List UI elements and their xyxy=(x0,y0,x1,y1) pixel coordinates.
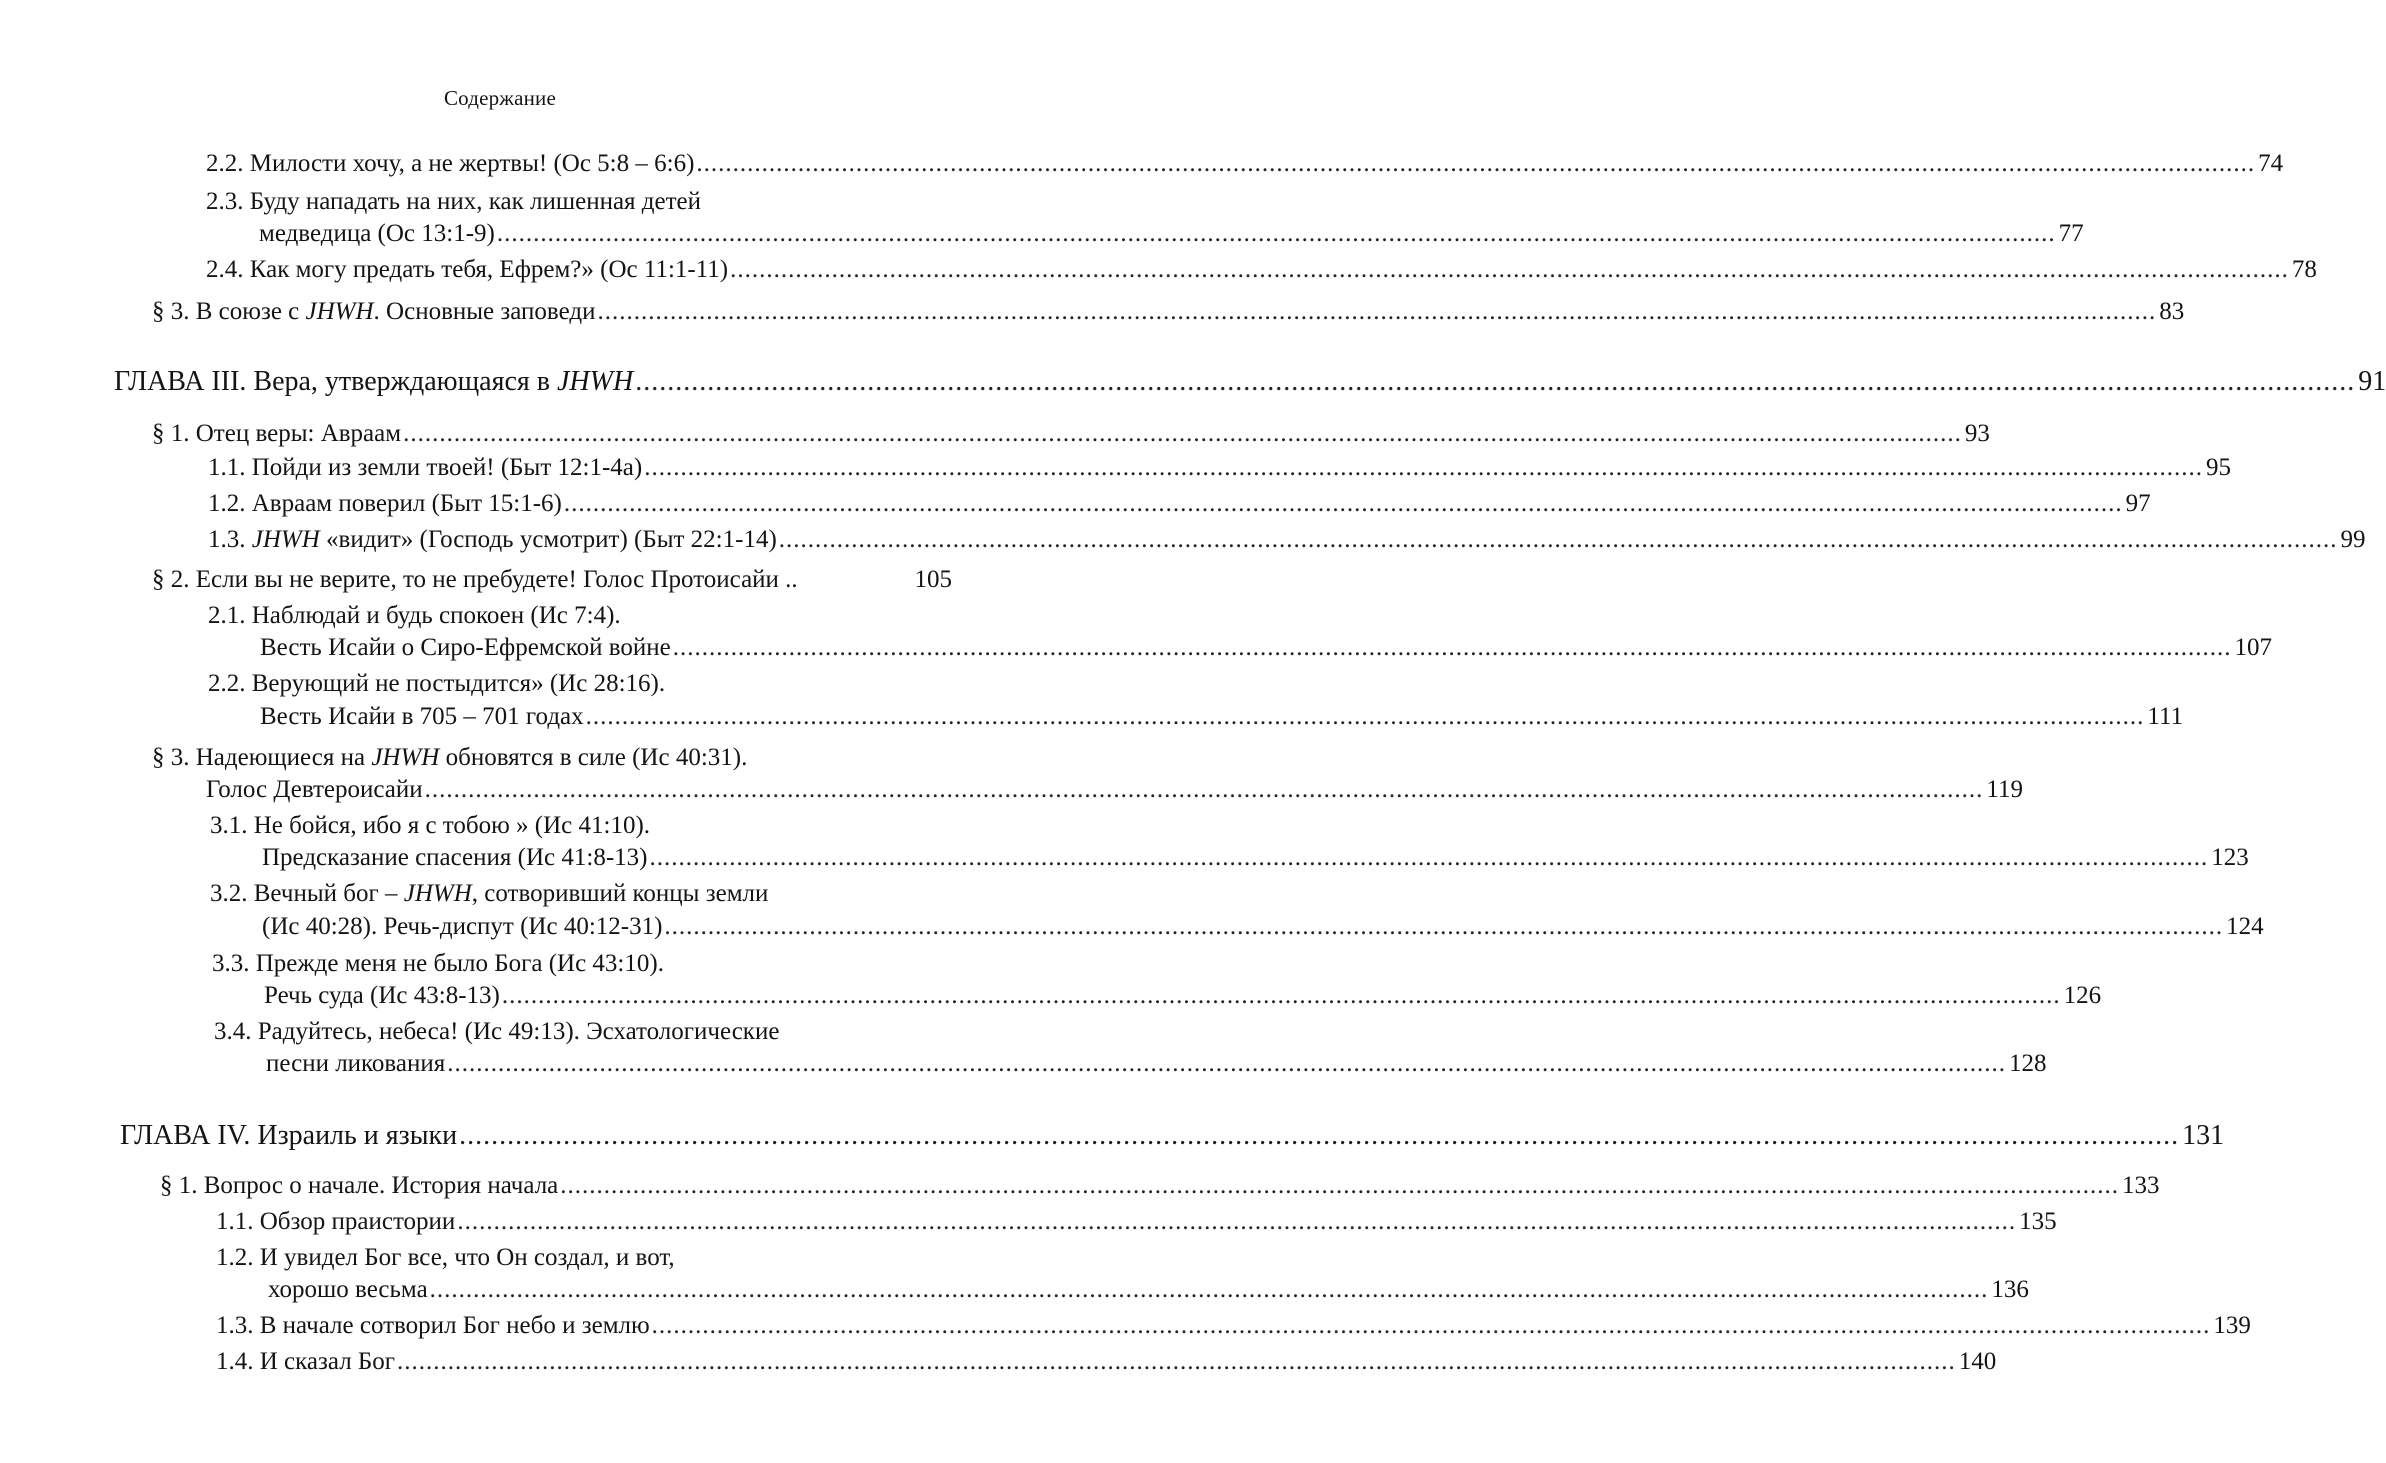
leader-dots xyxy=(430,1274,1989,1306)
toc-entry[interactable] xyxy=(206,254,2317,286)
toc-entry-title: 2.3. Буду нападать на них, как лишенная детей xyxy=(206,188,702,215)
toc-entry-title: Речь суда (Ис 43:8-13) xyxy=(264,982,500,1009)
toc-chapter[interactable] xyxy=(114,366,2386,398)
leader-dots xyxy=(497,218,2056,250)
toc-entry[interactable] xyxy=(208,668,952,700)
toc-entry[interactable] xyxy=(212,948,952,980)
leader-dots xyxy=(564,488,2123,520)
leader-dots xyxy=(586,701,2145,733)
toc-entry-continuation[interactable] xyxy=(266,1048,2047,1080)
toc-entry-title: § 1. Вопрос о начале. История начала xyxy=(160,1172,559,1199)
toc-entry-title: § 2. Если вы не верите, то не пребудете! Голос Протоисайи .. xyxy=(152,566,798,593)
toc-entry-title: § 3. В союзе с JHWH. Основные заповеди xyxy=(152,298,596,325)
leader-dots xyxy=(635,366,2355,398)
toc-page-number: 83 xyxy=(2159,298,2185,325)
toc-section-continuation[interactable] xyxy=(206,774,2023,806)
toc-entry-continuation[interactable] xyxy=(264,980,2102,1012)
toc-entry-title: 1.4. И сказал Бог xyxy=(216,1348,396,1375)
toc-entry-title: § 3. Надеющиеся на JHWH обновятся в силе (Ис 40:31). xyxy=(152,744,748,771)
toc-page-number: 97 xyxy=(2125,490,2151,517)
leader-dots xyxy=(560,1170,2119,1202)
toc-entry-title: 1.1. Пойди из земли твоей! (Быт 12:1-4а) xyxy=(208,454,643,481)
toc-entry-title: Весть Исайи о Сиро-Ефремской войне xyxy=(260,634,671,661)
toc-page-number: 131 xyxy=(2182,1120,2225,1151)
toc-page-number: 136 xyxy=(1991,1276,2029,1303)
running-header: Содержание xyxy=(443,86,557,110)
toc-entry[interactable] xyxy=(208,488,2151,520)
toc-page-number: 95 xyxy=(2205,454,2231,481)
toc-entry[interactable] xyxy=(216,1310,2251,1342)
toc-entry[interactable] xyxy=(206,186,952,218)
leader-dots xyxy=(649,842,2208,874)
leader-dots xyxy=(597,296,2156,328)
toc-entry[interactable] xyxy=(214,1016,952,1048)
toc-page-number: 91 xyxy=(2358,366,2386,397)
leader-dots xyxy=(502,980,2061,1012)
toc-page-number: 128 xyxy=(2009,1050,2047,1077)
toc-entry-title: 1.2. И увидел Бог все, что Он создал, и вот, xyxy=(216,1244,675,1271)
toc-page-number: 105 xyxy=(914,566,952,593)
toc-entry-title: 1.3. В начале сотворил Бог небо и землю xyxy=(216,1312,650,1339)
toc-entry-title: 3.3. Прежде меня не было Бога (Ис 43:10). xyxy=(212,950,664,977)
leader-dots xyxy=(644,452,2203,484)
toc-entry-title: (Ис 40:28). Речь-диспут (Ис 40:12-31) xyxy=(262,913,663,940)
toc-entry-title: 3.4. Радуйтесь, небеса! (Ис 49:13). Эсхатологические xyxy=(214,1018,780,1045)
toc-entry-continuation[interactable] xyxy=(262,842,2249,874)
toc-entry-continuation[interactable] xyxy=(259,218,2084,250)
leader-dots xyxy=(425,774,1984,806)
toc-page-number: 123 xyxy=(2211,844,2249,871)
leader-dots xyxy=(664,911,2223,943)
toc-entry[interactable] xyxy=(216,1242,952,1274)
toc-page-number: 74 xyxy=(2258,150,2284,177)
toc-page-number: 133 xyxy=(2122,1172,2160,1199)
toc-entry-title: Голос Девтероисайи xyxy=(206,776,423,803)
toc-entry-title: хорошо весьма xyxy=(268,1276,428,1303)
toc-entry-title: ГЛАВА III. Вера, утверждающаяся в JHWH xyxy=(114,366,634,397)
leader-dots xyxy=(652,1310,2211,1342)
toc-entry[interactable] xyxy=(216,1346,1997,1378)
toc-entry[interactable] xyxy=(208,524,2366,556)
toc-entry-title: 2.1. Наблюдай и будь спокоен (Ис 7:4). xyxy=(208,602,621,629)
leader-dots xyxy=(459,1120,2179,1152)
leader-dots xyxy=(457,1206,2016,1238)
toc-entry[interactable] xyxy=(210,810,952,842)
toc-section[interactable] xyxy=(152,418,1990,450)
toc-entry-title: 1.2. Авраам поверил (Быт 15:1-6) xyxy=(208,490,562,517)
toc-page-number: 135 xyxy=(2019,1208,2057,1235)
toc-page-number: 99 xyxy=(2340,526,2366,553)
toc-entry-title: § 1. Отец веры: Авраам xyxy=(152,420,402,447)
leader-dots xyxy=(696,148,2255,180)
toc-page-number: 119 xyxy=(1986,776,2023,803)
leader-dots xyxy=(403,418,1962,450)
leader-dots xyxy=(447,1048,2006,1080)
toc-entry-title: песни ликования xyxy=(266,1050,446,1077)
leader-dots xyxy=(779,524,2338,556)
toc-chapter[interactable] xyxy=(120,1120,2225,1152)
toc-page-number: 111 xyxy=(2147,703,2184,730)
toc-section[interactable] xyxy=(152,564,952,596)
toc-entry[interactable] xyxy=(216,1206,2057,1238)
toc-entry-title: Весть Исайи в 705 – 701 годах xyxy=(260,703,584,730)
toc-entry-title: 3.1. Не бойся, ибо я с тобою » (Ис 41:10). xyxy=(210,812,651,839)
toc-entry[interactable] xyxy=(208,600,952,632)
toc-section[interactable] xyxy=(152,742,952,774)
toc-entry-continuation[interactable] xyxy=(262,911,2264,943)
toc-entry-title: 1.3. JHWH «видит» (Господь усмотрит) (Быт 22:1-14) xyxy=(208,526,777,553)
toc-section[interactable] xyxy=(160,1170,2160,1202)
toc-entry-title: 2.4. Как могу предать тебя, Ефрем?» (Ос 11:1-11) xyxy=(206,256,729,283)
toc-entry-title: 2.2. Милости хочу, а не жертвы! (Ос 5:8 – 6:6) xyxy=(206,150,695,177)
toc-entry[interactable] xyxy=(210,878,952,910)
toc-entry-continuation[interactable] xyxy=(268,1274,2029,1306)
toc-page-number: 139 xyxy=(2213,1312,2251,1339)
toc-page-number: 140 xyxy=(1958,1348,1997,1375)
toc-entry-title: ГЛАВА IV. Израиль и языки xyxy=(120,1120,458,1151)
toc-entry-title: 2.2. Верующий не постыдится» (Ис 28:16). xyxy=(208,670,666,697)
toc-entry-title: Предсказание спасения (Ис 41:8-13) xyxy=(262,844,648,871)
toc-entry-continuation[interactable] xyxy=(260,701,2184,733)
leader-dots xyxy=(673,632,2232,664)
toc-entry-continuation[interactable] xyxy=(260,632,2272,664)
leader-dots xyxy=(730,254,2289,286)
toc-section[interactable] xyxy=(152,296,2185,328)
toc-entry-title: 1.1. Обзор праистории xyxy=(216,1208,456,1235)
toc-entry[interactable] xyxy=(206,148,2284,180)
toc-entry[interactable] xyxy=(208,452,2231,484)
toc-page-number: 126 xyxy=(2063,982,2102,1009)
toc-page-number: 77 xyxy=(2058,220,2084,247)
toc-entry-title: 3.2. Вечный бог – JHWH, сотворивший концы земли xyxy=(210,880,769,907)
toc-entry-title: медведица (Ос 13:1-9) xyxy=(259,220,495,247)
toc-page-number: 93 xyxy=(1964,420,1990,447)
toc-page-number: 107 xyxy=(2234,634,2272,661)
toc-page-number: 78 xyxy=(2291,256,2317,283)
toc-page-number: 124 xyxy=(2226,913,2264,940)
leader-dots xyxy=(397,1346,1956,1378)
